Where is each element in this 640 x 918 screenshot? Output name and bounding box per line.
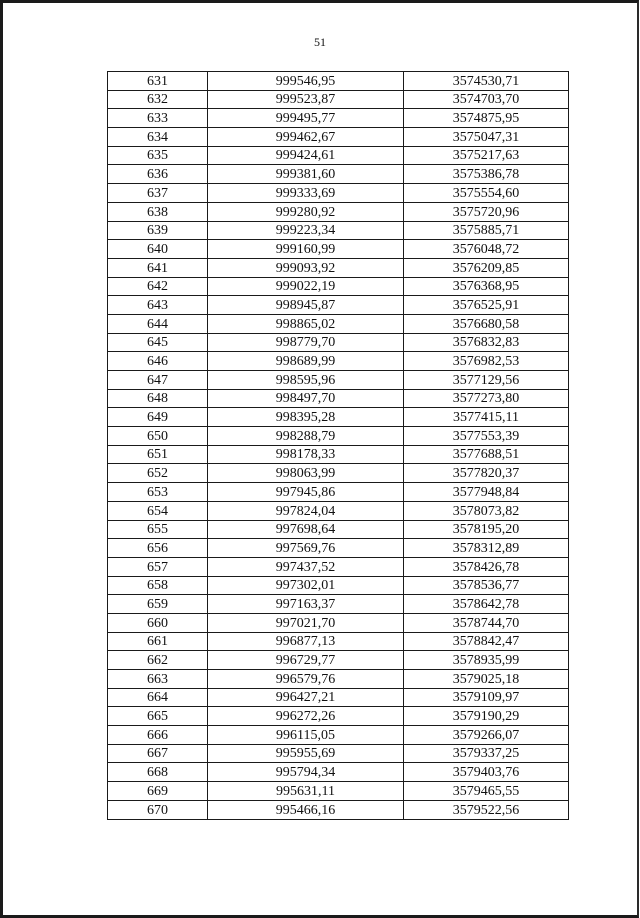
table-row — [108, 501, 569, 520]
y-coordinate-cell: 3577553,39 — [404, 427, 569, 446]
table-row — [108, 483, 569, 502]
y-coordinate-cell: 3578195,20 — [404, 520, 569, 539]
x-coordinate-cell: 998063,99 — [208, 464, 404, 483]
table-row — [108, 109, 569, 128]
x-coordinate-cell: 997302,01 — [208, 576, 404, 595]
y-coordinate-cell: 3578642,78 — [404, 595, 569, 614]
y-coordinate-cell: 3574703,70 — [404, 90, 569, 109]
point-number-cell: 655 — [108, 520, 208, 539]
table-row — [108, 688, 569, 707]
x-coordinate-cell: 998288,79 — [208, 427, 404, 446]
point-number-cell: 633 — [108, 109, 208, 128]
point-number-cell: 656 — [108, 539, 208, 558]
table-row — [108, 165, 569, 184]
point-number-cell: 651 — [108, 445, 208, 464]
table-row — [108, 800, 569, 819]
point-number-cell: 650 — [108, 427, 208, 446]
point-number-cell: 647 — [108, 371, 208, 390]
x-coordinate-cell: 998395,28 — [208, 408, 404, 427]
point-number-cell: 641 — [108, 258, 208, 277]
table-row — [108, 464, 569, 483]
x-coordinate-cell: 999495,77 — [208, 109, 404, 128]
point-number-cell: 639 — [108, 221, 208, 240]
table-row — [108, 240, 569, 259]
x-coordinate-cell: 995466,16 — [208, 800, 404, 819]
x-coordinate-cell: 996877,13 — [208, 632, 404, 651]
x-coordinate-cell: 998689,99 — [208, 352, 404, 371]
y-coordinate-cell: 3579337,25 — [404, 744, 569, 763]
point-number-cell: 658 — [108, 576, 208, 595]
y-coordinate-cell: 3579465,55 — [404, 782, 569, 801]
x-coordinate-cell: 999160,99 — [208, 240, 404, 259]
x-coordinate-cell: 999093,92 — [208, 258, 404, 277]
table-row — [108, 333, 569, 352]
table-row — [108, 539, 569, 558]
table-row — [108, 613, 569, 632]
table-row — [108, 371, 569, 390]
y-coordinate-cell: 3575554,60 — [404, 184, 569, 203]
point-number-cell: 634 — [108, 128, 208, 147]
y-coordinate-cell: 3575885,71 — [404, 221, 569, 240]
point-number-cell: 631 — [108, 72, 208, 91]
x-coordinate-cell: 997021,70 — [208, 613, 404, 632]
table-row — [108, 632, 569, 651]
y-coordinate-cell: 3577273,80 — [404, 389, 569, 408]
table-row — [108, 296, 569, 315]
x-coordinate-cell: 996272,26 — [208, 707, 404, 726]
x-coordinate-cell: 997437,52 — [208, 557, 404, 576]
point-number-cell: 646 — [108, 352, 208, 371]
y-coordinate-cell: 3577820,37 — [404, 464, 569, 483]
table-row — [108, 90, 569, 109]
x-coordinate-cell: 998865,02 — [208, 314, 404, 333]
point-number-cell: 662 — [108, 651, 208, 670]
x-coordinate-cell: 998945,87 — [208, 296, 404, 315]
x-coordinate-cell: 999462,67 — [208, 128, 404, 147]
point-number-cell: 653 — [108, 483, 208, 502]
table-row — [108, 389, 569, 408]
table-row — [108, 352, 569, 371]
x-coordinate-cell: 999022,19 — [208, 277, 404, 296]
table-row — [108, 427, 569, 446]
x-coordinate-cell: 997569,76 — [208, 539, 404, 558]
y-coordinate-cell: 3578842,47 — [404, 632, 569, 651]
x-coordinate-cell: 997945,86 — [208, 483, 404, 502]
y-coordinate-cell: 3577415,11 — [404, 408, 569, 427]
x-coordinate-cell: 998178,33 — [208, 445, 404, 464]
table-row — [108, 202, 569, 221]
point-number-cell: 663 — [108, 670, 208, 689]
point-number-cell: 640 — [108, 240, 208, 259]
point-number-cell: 661 — [108, 632, 208, 651]
y-coordinate-cell: 3576209,85 — [404, 258, 569, 277]
point-number-cell: 645 — [108, 333, 208, 352]
coordinates-table-body — [108, 72, 569, 820]
y-coordinate-cell: 3576048,72 — [404, 240, 569, 259]
point-number-cell: 642 — [108, 277, 208, 296]
coordinates-table — [107, 71, 569, 820]
point-number-cell: 665 — [108, 707, 208, 726]
table-row — [108, 184, 569, 203]
point-number-cell: 667 — [108, 744, 208, 763]
table-row — [108, 277, 569, 296]
table-row — [108, 314, 569, 333]
y-coordinate-cell: 3579190,29 — [404, 707, 569, 726]
y-coordinate-cell: 3578073,82 — [404, 501, 569, 520]
table-row — [108, 445, 569, 464]
y-coordinate-cell: 3577948,84 — [404, 483, 569, 502]
table-row — [108, 595, 569, 614]
table-row — [108, 744, 569, 763]
x-coordinate-cell: 995955,69 — [208, 744, 404, 763]
y-coordinate-cell: 3579403,76 — [404, 763, 569, 782]
y-coordinate-cell: 3578536,77 — [404, 576, 569, 595]
y-coordinate-cell: 3576982,53 — [404, 352, 569, 371]
y-coordinate-cell: 3579522,56 — [404, 800, 569, 819]
point-number-cell: 659 — [108, 595, 208, 614]
table-row — [108, 763, 569, 782]
x-coordinate-cell: 995631,11 — [208, 782, 404, 801]
x-coordinate-cell: 997698,64 — [208, 520, 404, 539]
table-row — [108, 520, 569, 539]
x-coordinate-cell: 999523,87 — [208, 90, 404, 109]
point-number-cell: 638 — [108, 202, 208, 221]
point-number-cell: 636 — [108, 165, 208, 184]
table-row — [108, 557, 569, 576]
table-row — [108, 670, 569, 689]
x-coordinate-cell: 996579,76 — [208, 670, 404, 689]
y-coordinate-cell: 3578312,89 — [404, 539, 569, 558]
x-coordinate-cell: 995794,34 — [208, 763, 404, 782]
x-coordinate-cell: 996427,21 — [208, 688, 404, 707]
point-number-cell: 670 — [108, 800, 208, 819]
x-coordinate-cell: 999546,95 — [208, 72, 404, 91]
point-number-cell: 644 — [108, 314, 208, 333]
y-coordinate-cell: 3575047,31 — [404, 128, 569, 147]
y-coordinate-cell: 3575386,78 — [404, 165, 569, 184]
x-coordinate-cell: 998497,70 — [208, 389, 404, 408]
table-row — [108, 221, 569, 240]
y-coordinate-cell: 3579109,97 — [404, 688, 569, 707]
point-number-cell: 649 — [108, 408, 208, 427]
page-number: 51 — [314, 35, 326, 49]
x-coordinate-cell: 997824,04 — [208, 501, 404, 520]
point-number-cell: 664 — [108, 688, 208, 707]
x-coordinate-cell: 997163,37 — [208, 595, 404, 614]
y-coordinate-cell: 3578935,99 — [404, 651, 569, 670]
point-number-cell: 643 — [108, 296, 208, 315]
table-row — [108, 576, 569, 595]
x-coordinate-cell: 999333,69 — [208, 184, 404, 203]
y-coordinate-cell: 3576680,58 — [404, 314, 569, 333]
table-row — [108, 72, 569, 91]
y-coordinate-cell: 3575720,96 — [404, 202, 569, 221]
table-row — [108, 726, 569, 745]
point-number-cell: 648 — [108, 389, 208, 408]
table-row — [108, 146, 569, 165]
x-coordinate-cell: 999424,61 — [208, 146, 404, 165]
y-coordinate-cell: 3576832,83 — [404, 333, 569, 352]
y-coordinate-cell: 3578426,78 — [404, 557, 569, 576]
x-coordinate-cell: 996729,77 — [208, 651, 404, 670]
y-coordinate-cell: 3578744,70 — [404, 613, 569, 632]
point-number-cell: 654 — [108, 501, 208, 520]
point-number-cell: 660 — [108, 613, 208, 632]
point-number-cell: 635 — [108, 146, 208, 165]
point-number-cell: 669 — [108, 782, 208, 801]
x-coordinate-cell: 996115,05 — [208, 726, 404, 745]
point-number-cell: 666 — [108, 726, 208, 745]
table-row — [108, 258, 569, 277]
table-row — [108, 651, 569, 670]
x-coordinate-cell: 999280,92 — [208, 202, 404, 221]
y-coordinate-cell: 3579266,07 — [404, 726, 569, 745]
point-number-cell: 657 — [108, 557, 208, 576]
x-coordinate-cell: 998779,70 — [208, 333, 404, 352]
y-coordinate-cell: 3575217,63 — [404, 146, 569, 165]
point-number-cell: 668 — [108, 763, 208, 782]
y-coordinate-cell: 3574875,95 — [404, 109, 569, 128]
point-number-cell: 637 — [108, 184, 208, 203]
point-number-cell: 632 — [108, 90, 208, 109]
x-coordinate-cell: 998595,96 — [208, 371, 404, 390]
x-coordinate-cell: 999223,34 — [208, 221, 404, 240]
x-coordinate-cell: 999381,60 — [208, 165, 404, 184]
y-coordinate-cell: 3577129,56 — [404, 371, 569, 390]
point-number-cell: 652 — [108, 464, 208, 483]
y-coordinate-cell: 3576368,95 — [404, 277, 569, 296]
y-coordinate-cell: 3574530,71 — [404, 72, 569, 91]
y-coordinate-cell: 3579025,18 — [404, 670, 569, 689]
table-row — [108, 128, 569, 147]
table-row — [108, 408, 569, 427]
y-coordinate-cell: 3576525,91 — [404, 296, 569, 315]
table-row — [108, 782, 569, 801]
y-coordinate-cell: 3577688,51 — [404, 445, 569, 464]
table-row — [108, 707, 569, 726]
